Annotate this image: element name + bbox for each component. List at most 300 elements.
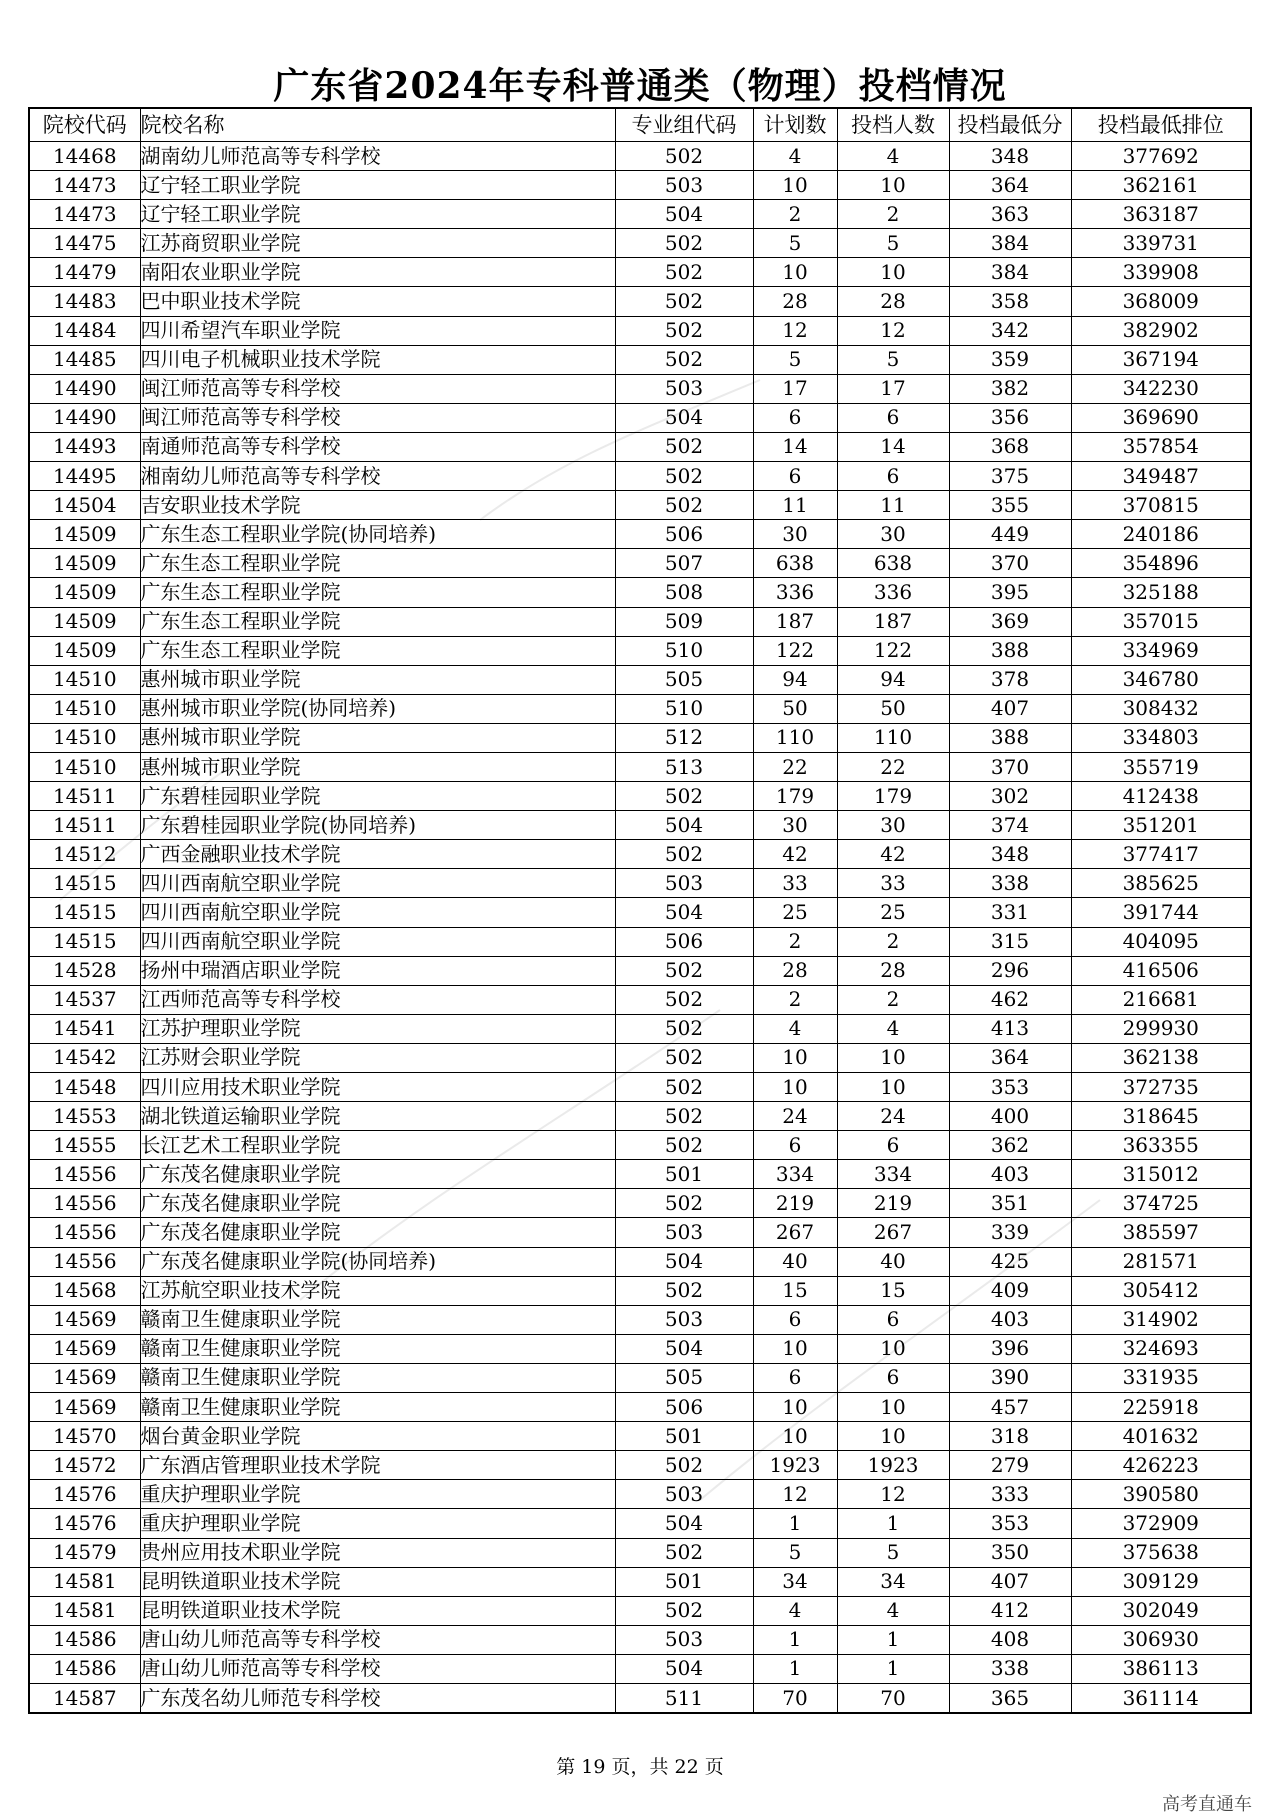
cell-min-rank: 369690 [1071,403,1251,432]
cell-plan-count: 10 [753,1422,837,1451]
cell-min-rank: 363187 [1071,200,1251,229]
cell-min-rank: 314902 [1071,1305,1251,1334]
cell-school-name: 江苏护理职业学院 [140,1014,615,1043]
cell-min-score: 407 [949,694,1071,723]
table-row [29,287,1251,316]
cell-min-score: 462 [949,985,1071,1014]
cell-group-code: 513 [615,752,753,781]
cell-school-name: 四川西南航空职业学院 [140,869,615,898]
table-row [29,1334,1251,1363]
cell-min-score: 425 [949,1247,1071,1276]
cell-min-score: 390 [949,1363,1071,1392]
cell-min-score: 412 [949,1596,1071,1625]
cell-school-name: 广东酒店管理职业技术学院 [140,1451,615,1480]
cell-min-score: 382 [949,374,1071,403]
cell-plan-count: 25 [753,898,837,927]
cell-school-code: 14473 [29,200,140,229]
cell-min-rank: 385625 [1071,869,1251,898]
cell-plan-count: 11 [753,491,837,520]
cell-school-code: 14483 [29,287,140,316]
cell-school-code: 14479 [29,258,140,287]
cell-admitted-count: 334 [837,1160,949,1189]
cell-plan-count: 15 [753,1276,837,1305]
cell-min-score: 409 [949,1276,1071,1305]
cell-school-name: 闽江师范高等专科学校 [140,403,615,432]
cell-group-code: 504 [615,1247,753,1276]
cell-min-score: 279 [949,1451,1071,1480]
cell-min-score: 364 [949,1043,1071,1072]
cell-school-code: 14569 [29,1305,140,1334]
cell-school-code: 14510 [29,723,140,752]
cell-admitted-count: 638 [837,549,949,578]
cell-plan-count: 187 [753,607,837,636]
cell-group-code: 506 [615,1393,753,1422]
cell-school-code: 14548 [29,1073,140,1102]
cell-plan-count: 2 [753,985,837,1014]
cell-group-code: 504 [615,898,753,927]
cell-admitted-count: 2 [837,927,949,956]
table-row [29,1625,1251,1654]
cell-school-name: 吉安职业技术学院 [140,491,615,520]
cell-school-code: 14528 [29,956,140,985]
cell-group-code: 502 [615,258,753,287]
cell-min-score: 362 [949,1131,1071,1160]
cell-school-name: 江苏财会职业学院 [140,1043,615,1072]
table-row [29,811,1251,840]
table-row [29,1247,1251,1276]
cell-plan-count: 122 [753,636,837,665]
cell-min-score: 353 [949,1509,1071,1538]
table-row [29,985,1251,1014]
cell-min-score: 315 [949,927,1071,956]
cell-min-score: 370 [949,549,1071,578]
table-row [29,229,1251,258]
table-row [29,1422,1251,1451]
cell-school-code: 14586 [29,1654,140,1683]
cell-min-rank: 362161 [1071,171,1251,200]
cell-min-rank: 308432 [1071,694,1251,723]
cell-min-rank: 385597 [1071,1218,1251,1247]
cell-min-rank: 318645 [1071,1102,1251,1131]
table-row [29,1596,1251,1625]
cell-min-rank: 339731 [1071,229,1251,258]
cell-min-score: 369 [949,607,1071,636]
cell-min-score: 363 [949,200,1071,229]
table-row [29,1014,1251,1043]
cell-min-score: 384 [949,258,1071,287]
cell-group-code: 502 [615,1014,753,1043]
cell-min-score: 396 [949,1334,1071,1363]
cell-school-name: 江西师范高等专科学校 [140,985,615,1014]
table-row [29,403,1251,432]
cell-min-rank: 225918 [1071,1393,1251,1422]
cell-plan-count: 94 [753,665,837,694]
cell-school-name: 广东茂名幼儿师范专科学校 [140,1683,615,1713]
cell-school-code: 14556 [29,1218,140,1247]
cell-school-code: 14553 [29,1102,140,1131]
cell-admitted-count: 6 [837,1363,949,1392]
cell-min-score: 353 [949,1073,1071,1102]
cell-min-score: 378 [949,665,1071,694]
cell-plan-count: 10 [753,258,837,287]
cell-min-rank: 216681 [1071,985,1251,1014]
cell-admitted-count: 17 [837,374,949,403]
table-row [29,1276,1251,1305]
cell-school-code: 14509 [29,578,140,607]
cell-group-code: 502 [615,1102,753,1131]
cell-plan-count: 70 [753,1683,837,1713]
cell-school-code: 14569 [29,1363,140,1392]
cell-school-name: 辽宁轻工职业学院 [140,200,615,229]
cell-admitted-count: 4 [837,1014,949,1043]
cell-school-code: 14511 [29,782,140,811]
cell-admitted-count: 12 [837,316,949,345]
table-row [29,636,1251,665]
cell-plan-count: 6 [753,462,837,491]
cell-school-name: 江苏航空职业技术学院 [140,1276,615,1305]
cell-admitted-count: 24 [837,1102,949,1131]
table-row [29,520,1251,549]
cell-min-rank: 362138 [1071,1043,1251,1072]
cell-school-code: 14569 [29,1393,140,1422]
cell-school-code: 14581 [29,1596,140,1625]
cell-min-score: 348 [949,840,1071,869]
cell-school-name: 广东茂名健康职业学院 [140,1160,615,1189]
cell-min-rank: 377417 [1071,840,1251,869]
header-group-code: 专业组代码 [615,108,753,142]
cell-admitted-count: 34 [837,1567,949,1596]
table-row [29,462,1251,491]
table-row [29,1509,1251,1538]
cell-school-name: 唐山幼儿师范高等专科学校 [140,1625,615,1654]
cell-plan-count: 42 [753,840,837,869]
cell-plan-count: 14 [753,432,837,461]
cell-min-score: 333 [949,1480,1071,1509]
table-row [29,665,1251,694]
cell-admitted-count: 6 [837,462,949,491]
cell-admitted-count: 10 [837,258,949,287]
cell-min-score: 388 [949,723,1071,752]
cell-admitted-count: 28 [837,287,949,316]
cell-admitted-count: 6 [837,1305,949,1334]
cell-school-name: 巴中职业技术学院 [140,287,615,316]
cell-min-score: 338 [949,1654,1071,1683]
cell-school-code: 14556 [29,1160,140,1189]
cell-school-name: 惠州城市职业学院 [140,752,615,781]
cell-plan-count: 638 [753,549,837,578]
cell-admitted-count: 12 [837,1480,949,1509]
cell-admitted-count: 267 [837,1218,949,1247]
cell-group-code: 511 [615,1683,753,1713]
cell-admitted-count: 5 [837,345,949,374]
cell-school-code: 14576 [29,1480,140,1509]
cell-min-rank: 349487 [1071,462,1251,491]
cell-min-rank: 281571 [1071,1247,1251,1276]
cell-min-rank: 375638 [1071,1538,1251,1567]
cell-group-code: 502 [615,316,753,345]
cell-plan-count: 10 [753,1073,837,1102]
table-row [29,782,1251,811]
cell-min-rank: 390580 [1071,1480,1251,1509]
cell-plan-count: 336 [753,578,837,607]
cell-group-code: 504 [615,1509,753,1538]
table-row [29,491,1251,520]
cell-school-code: 14576 [29,1509,140,1538]
cell-group-code: 504 [615,1334,753,1363]
cell-plan-count: 6 [753,1131,837,1160]
table-row [29,1160,1251,1189]
cell-school-code: 14473 [29,171,140,200]
cell-school-name: 广东茂名健康职业学院 [140,1189,615,1218]
cell-school-name: 广东茂名健康职业学院 [140,1218,615,1247]
cell-school-code: 14468 [29,142,140,171]
cell-school-code: 14541 [29,1014,140,1043]
cell-group-code: 510 [615,694,753,723]
cell-min-score: 350 [949,1538,1071,1567]
cell-min-rank: 416506 [1071,956,1251,985]
cell-min-score: 339 [949,1218,1071,1247]
cell-group-code: 501 [615,1160,753,1189]
header-admitted-count: 投档人数 [837,108,949,142]
cell-plan-count: 12 [753,316,837,345]
cell-plan-count: 10 [753,1334,837,1363]
cell-group-code: 503 [615,171,753,200]
cell-min-rank: 368009 [1071,287,1251,316]
cell-admitted-count: 336 [837,578,949,607]
cell-group-code: 502 [615,142,753,171]
cell-group-code: 503 [615,1480,753,1509]
table-row [29,1567,1251,1596]
cell-school-code: 14542 [29,1043,140,1072]
table-row [29,898,1251,927]
cell-school-name: 四川西南航空职业学院 [140,927,615,956]
table-row [29,171,1251,200]
cell-group-code: 502 [615,287,753,316]
cell-min-rank: 339908 [1071,258,1251,287]
cell-min-rank: 306930 [1071,1625,1251,1654]
cell-min-score: 403 [949,1305,1071,1334]
cell-plan-count: 17 [753,374,837,403]
cell-school-name: 广东生态工程职业学院 [140,607,615,636]
cell-plan-count: 24 [753,1102,837,1131]
cell-min-score: 449 [949,520,1071,549]
header-min-score: 投档最低分 [949,108,1071,142]
cell-admitted-count: 187 [837,607,949,636]
cell-min-rank: 354896 [1071,549,1251,578]
table-row [29,1363,1251,1392]
cell-group-code: 506 [615,520,753,549]
cell-group-code: 502 [615,840,753,869]
cell-min-rank: 331935 [1071,1363,1251,1392]
table-row [29,723,1251,752]
cell-plan-count: 5 [753,345,837,374]
cell-school-code: 14484 [29,316,140,345]
cell-admitted-count: 30 [837,811,949,840]
cell-group-code: 502 [615,1596,753,1625]
cell-min-score: 364 [949,171,1071,200]
table-header-row [29,108,1251,142]
table-row [29,1538,1251,1567]
cell-school-code: 14509 [29,520,140,549]
cell-min-rank: 357854 [1071,432,1251,461]
cell-admitted-count: 28 [837,956,949,985]
cell-school-name: 唐山幼儿师范高等专科学校 [140,1654,615,1683]
cell-school-code: 14510 [29,694,140,723]
cell-min-rank: 334969 [1071,636,1251,665]
cell-plan-count: 6 [753,1305,837,1334]
cell-min-score: 384 [949,229,1071,258]
cell-school-code: 14509 [29,549,140,578]
cell-admitted-count: 40 [837,1247,949,1276]
cell-min-score: 355 [949,491,1071,520]
cell-min-rank: 302049 [1071,1596,1251,1625]
cell-min-score: 457 [949,1393,1071,1422]
cell-school-name: 昆明铁道职业技术学院 [140,1567,615,1596]
cell-school-code: 14537 [29,985,140,1014]
cell-admitted-count: 1 [837,1625,949,1654]
cell-min-score: 318 [949,1422,1071,1451]
cell-admitted-count: 1 [837,1509,949,1538]
cell-group-code: 503 [615,1625,753,1654]
cell-min-score: 413 [949,1014,1071,1043]
cell-plan-count: 4 [753,142,837,171]
table-row [29,752,1251,781]
cell-admitted-count: 70 [837,1683,949,1713]
brand-label: 高考直通车 [1162,1794,1252,1815]
cell-min-rank: 372735 [1071,1073,1251,1102]
cell-admitted-count: 179 [837,782,949,811]
table-row [29,316,1251,345]
cell-school-code: 14509 [29,607,140,636]
cell-group-code: 502 [615,229,753,258]
cell-min-rank: 351201 [1071,811,1251,840]
cell-plan-count: 1 [753,1654,837,1683]
cell-school-name: 重庆护理职业学院 [140,1509,615,1538]
cell-admitted-count: 42 [837,840,949,869]
cell-school-code: 14556 [29,1189,140,1218]
cell-school-name: 四川应用技术职业学院 [140,1073,615,1102]
cell-group-code: 509 [615,607,753,636]
cell-min-rank: 325188 [1071,578,1251,607]
cell-group-code: 503 [615,374,753,403]
cell-school-code: 14504 [29,491,140,520]
cell-school-name: 江苏商贸职业学院 [140,229,615,258]
cell-min-rank: 412438 [1071,782,1251,811]
cell-school-code: 14586 [29,1625,140,1654]
cell-min-rank: 357015 [1071,607,1251,636]
table-row [29,1131,1251,1160]
cell-group-code: 502 [615,1043,753,1072]
cell-school-name: 长江艺术工程职业学院 [140,1131,615,1160]
cell-plan-count: 40 [753,1247,837,1276]
cell-min-rank: 355719 [1071,752,1251,781]
cell-min-rank: 386113 [1071,1654,1251,1683]
cell-min-score: 302 [949,782,1071,811]
cell-group-code: 501 [615,1567,753,1596]
cell-school-code: 14568 [29,1276,140,1305]
cell-admitted-count: 11 [837,491,949,520]
table-row [29,1654,1251,1683]
cell-group-code: 502 [615,985,753,1014]
cell-plan-count: 10 [753,171,837,200]
table-row [29,345,1251,374]
cell-school-name: 四川希望汽车职业学院 [140,316,615,345]
header-min-rank: 投档最低排位 [1071,108,1251,142]
table-row [29,1451,1251,1480]
cell-group-code: 502 [615,1538,753,1567]
cell-group-code: 507 [615,549,753,578]
cell-school-name: 赣南卫生健康职业学院 [140,1363,615,1392]
cell-plan-count: 2 [753,200,837,229]
cell-school-code: 14512 [29,840,140,869]
cell-min-score: 408 [949,1625,1071,1654]
table-row [29,432,1251,461]
cell-group-code: 502 [615,1451,753,1480]
cell-plan-count: 5 [753,1538,837,1567]
cell-admitted-count: 2 [837,985,949,1014]
cell-min-rank: 305412 [1071,1276,1251,1305]
cell-min-rank: 377692 [1071,142,1251,171]
cell-plan-count: 10 [753,1393,837,1422]
cell-min-rank: 309129 [1071,1567,1251,1596]
cell-school-code: 14572 [29,1451,140,1480]
cell-school-name: 广东茂名健康职业学院(协同培养) [140,1247,615,1276]
table-row [29,869,1251,898]
cell-min-rank: 315012 [1071,1160,1251,1189]
table-row [29,956,1251,985]
cell-plan-count: 28 [753,287,837,316]
cell-admitted-count: 94 [837,665,949,694]
cell-plan-count: 50 [753,694,837,723]
cell-group-code: 502 [615,345,753,374]
cell-min-score: 375 [949,462,1071,491]
cell-group-code: 508 [615,578,753,607]
cell-admitted-count: 25 [837,898,949,927]
cell-admitted-count: 6 [837,1131,949,1160]
cell-admitted-count: 15 [837,1276,949,1305]
cell-school-code: 14569 [29,1334,140,1363]
table-row [29,1305,1251,1334]
table-row [29,1043,1251,1072]
cell-school-code: 14490 [29,374,140,403]
cell-school-code: 14510 [29,665,140,694]
cell-group-code: 502 [615,1073,753,1102]
table-row [29,1189,1251,1218]
page-title: 广东省2024年专科普通类（物理）投档情况 [273,65,1007,107]
table-row [29,578,1251,607]
cell-school-name: 湖北铁道运输职业学院 [140,1102,615,1131]
cell-plan-count: 219 [753,1189,837,1218]
cell-admitted-count: 2 [837,200,949,229]
cell-min-rank: 382902 [1071,316,1251,345]
cell-group-code: 504 [615,1654,753,1683]
table-row [29,1393,1251,1422]
cell-plan-count: 4 [753,1014,837,1043]
cell-school-name: 广东生态工程职业学院 [140,578,615,607]
cell-min-rank: 363355 [1071,1131,1251,1160]
cell-school-code: 14581 [29,1567,140,1596]
cell-plan-count: 6 [753,403,837,432]
cell-plan-count: 1 [753,1509,837,1538]
cell-min-score: 407 [949,1567,1071,1596]
table-row [29,840,1251,869]
cell-group-code: 504 [615,403,753,432]
cell-group-code: 501 [615,1422,753,1451]
cell-min-score: 374 [949,811,1071,840]
table-row [29,200,1251,229]
cell-admitted-count: 5 [837,1538,949,1567]
cell-school-name: 惠州城市职业学院(协同培养) [140,694,615,723]
